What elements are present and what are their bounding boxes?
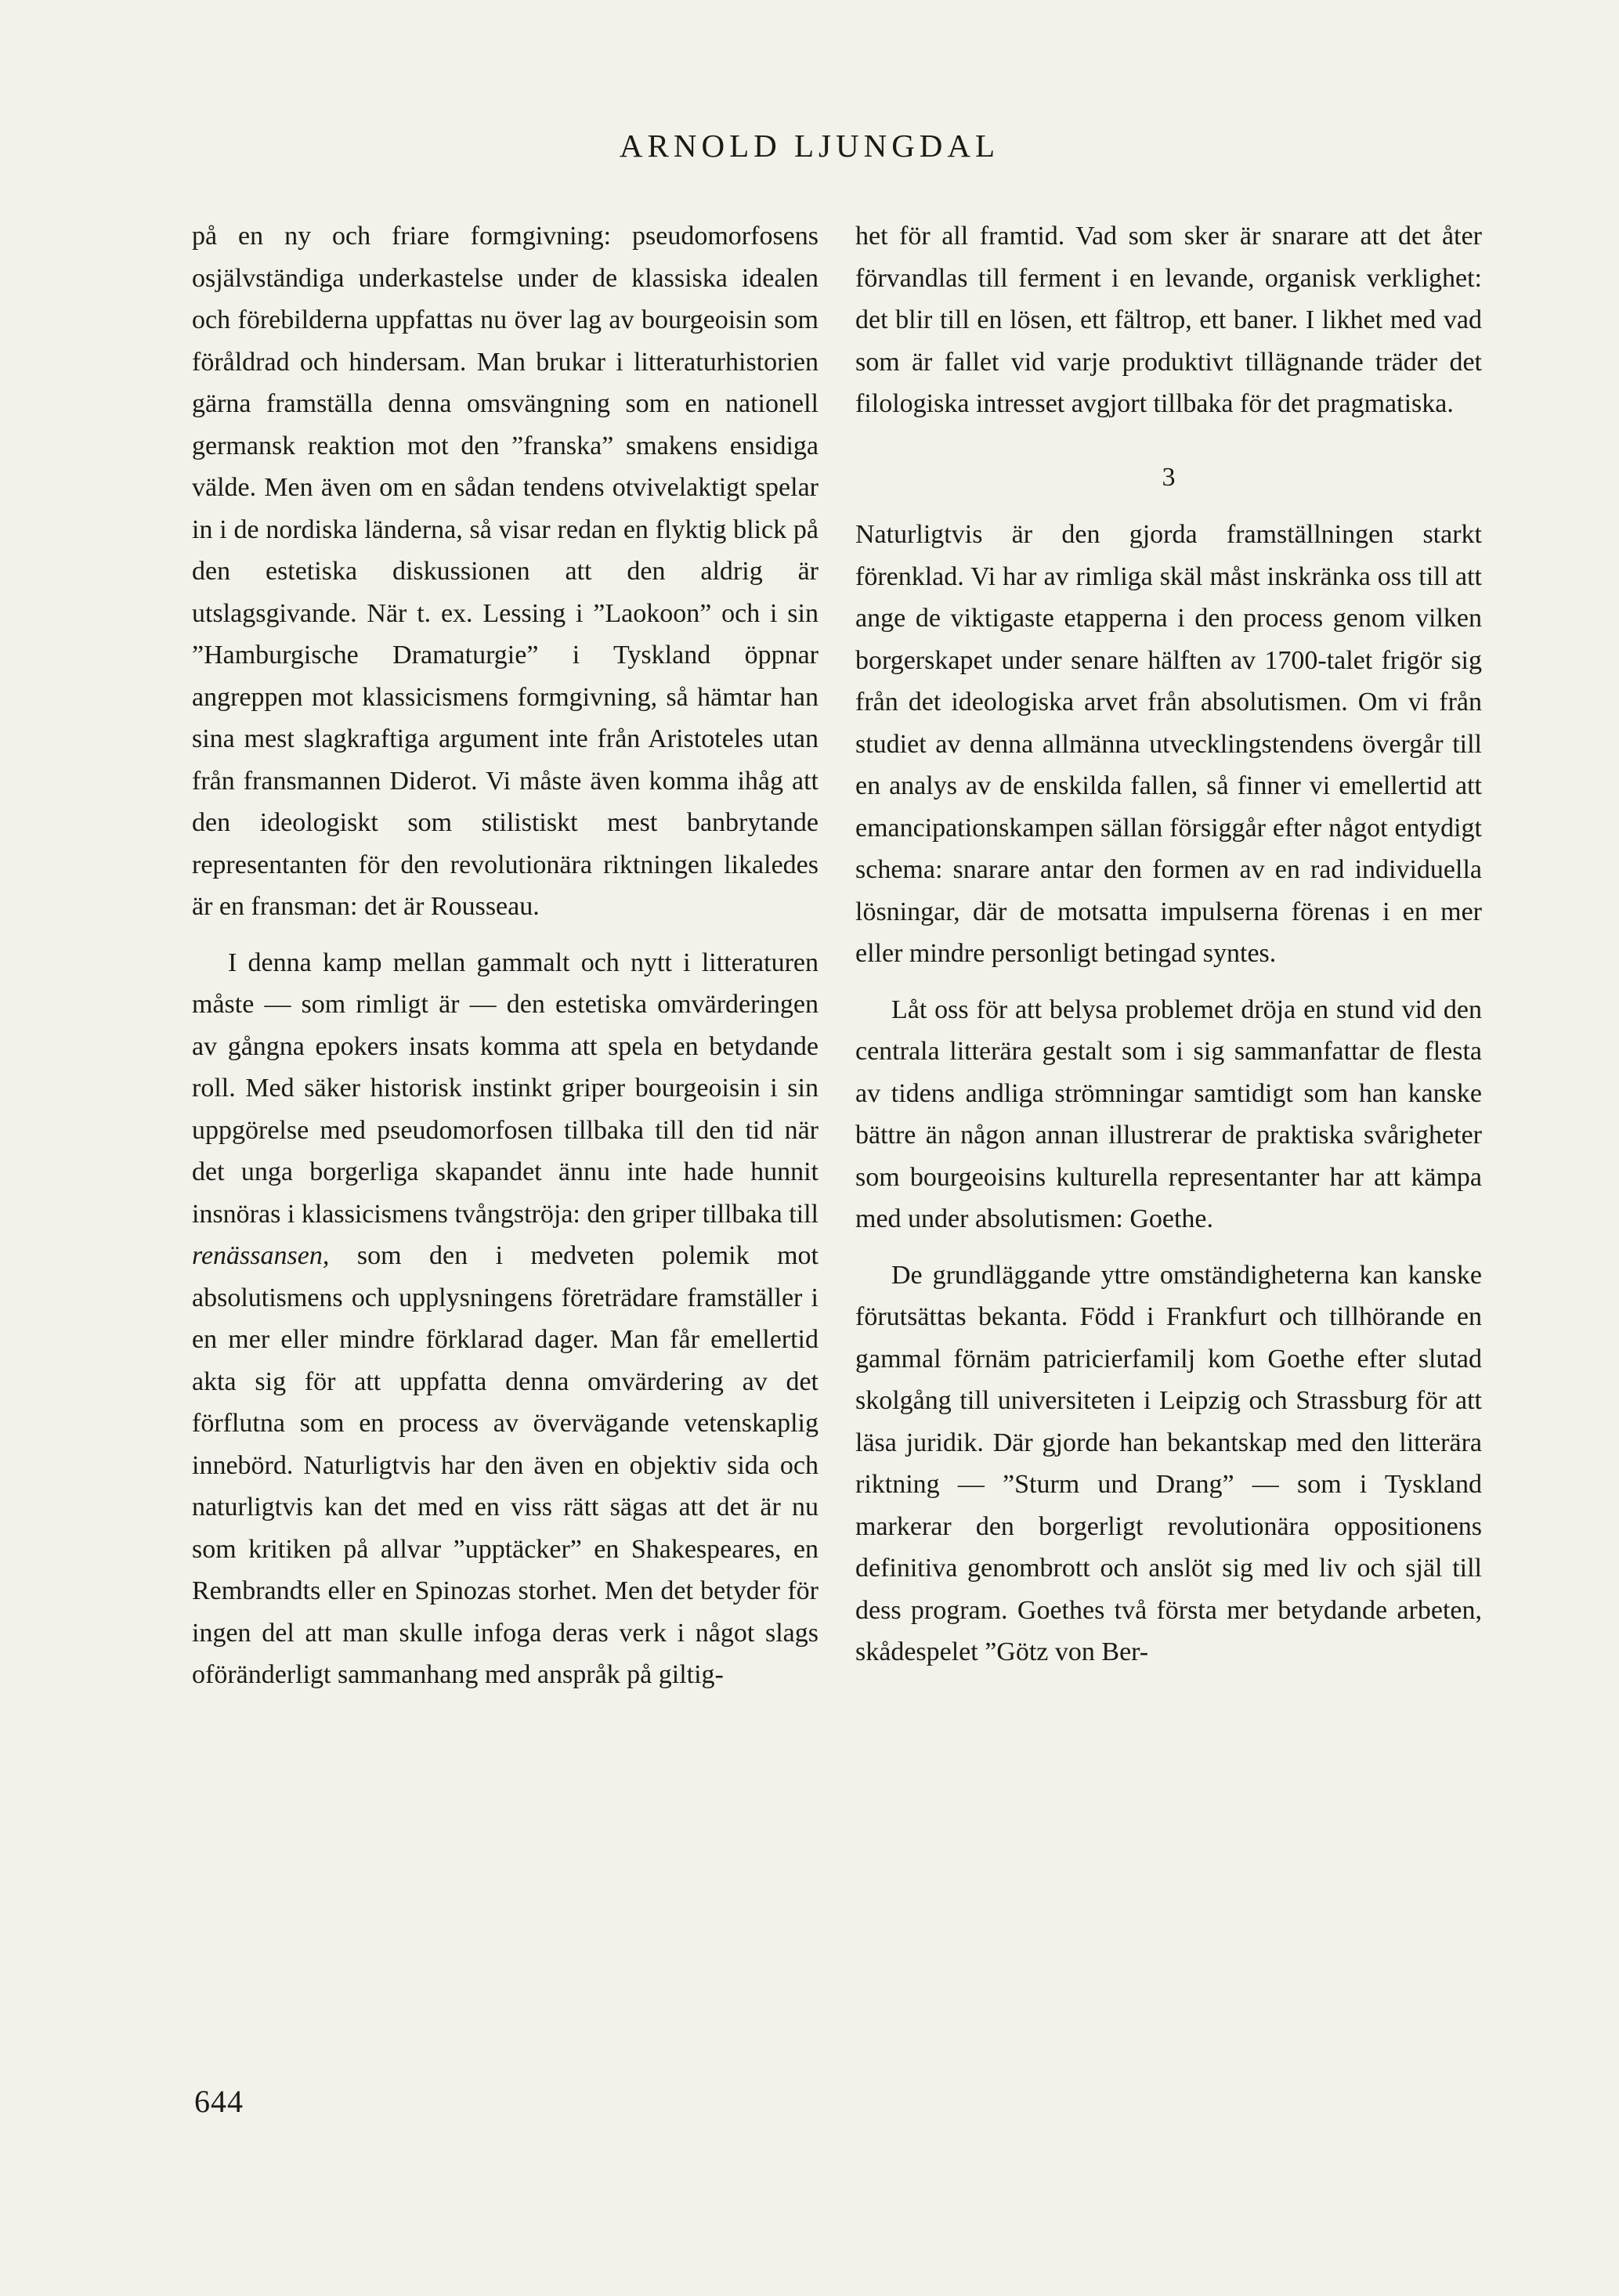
page-number: 644: [194, 2084, 244, 2119]
paragraph: på en ny och friare formgivning: pseudomorfosens osjälvständiga underkastelse under de klassiska idealen och förebilderna uppfattas nu över lag av bourgeoisin som föråldrad och hindersam. Man brukar i litteraturhistorien gärna framställa denna omsvängning som en nationell germansk reaktion mot den ”franska” smakens ensidiga välde. Men även om en sådan tendens otvivelaktigt spelar in i de nordiska länderna, så visar redan en flyktig blick på den estetiska diskussionen att den aldrig är utslagsgivande. När t. ex. Lessing i ”Laokoon” och i sin ”Hamburgische Dramaturgie” i Tyskland öppnar angreppen mot klassicismens formgivning, så hämtar han sina mest slagkraftiga argument inte från Aristoteles utan från fransmannen Diderot. Vi måste även komma ihåg att den ideologiskt som stilistiskt mest banbrytande representanten för den revolutionära riktningen likaledes är en fransman: det är Rousseau.: [192, 222, 819, 921]
paragraph: Naturligtvis är den gjorda framställningen starkt förenklad. Vi har av rimliga skäl måst inskränka oss till att ange de viktigaste etapperna i den process genom vilken borgerskapet under senare hälften av 1700-talet frigör sig från det ideologiska arvet från absolutismen. Om vi från studiet av denna allmänna utvecklingstendens övergår till en analys av de enskilda fallen, så finner vi emellertid att emancipationskampen sällan försiggår efter något entydigt schema: snarare antar den formen av en rad individuella lösningar, där de motsatta impulserna förenas i en mer eller mindre personligt betingad syntes.: [855, 520, 1482, 968]
paragraph-text: som den i medveten polemik mot absolutismens och upplysningens företrädare framställer i en mer eller mindre förklarad dager. Man får emellertid akta sig för att uppfatta denna omvärdering av det förflutna som en process av övervägande vetenskaplig innebörd. Naturligtvis har den även en objektiv sida och naturligtvis kan det med en viss rätt sägas att det är nu som kritiken på allvar ”upptäcker” en Shakespeares, en Rembrandts eller en Spinozas storhet. Men det betyder för ingen del att man skulle infoga deras verk i något slags oföränderligt sammanhang med anspråk på giltig-: [192, 1241, 819, 1689]
right-column: [855, 215, 1482, 1673]
section-number: 3: [1162, 462, 1176, 492]
paragraph: [192, 942, 819, 1696]
paragraph-text: I denna kamp mellan gammalt och nytt i litteraturen måste — som rimligt är — den estetiska omvärderingen av gångna epokers insats komma att spela en betydande roll. Med säker historisk instinkt griper bourgeoisin i sin uppgörelse med pseudomorfosen tillbaka till den tid när det unga borgerliga skapandet ännu inte hade hunnit insnöras i klassicismens tvångströja: den griper tillbaka till: [192, 948, 819, 1229]
paragraph-carryover: het för all framtid. Vad som sker är snarare att det åter förvandlas till ferment i en levande, organisk verklighet: det blir till en lösen, ett fältrop, ett baner. I likhet med vad som är fallet vid varje produktivt tillägnande träder det filologiska intresset avgjort tillbaka för det pragmatiska.: [855, 222, 1482, 418]
running-head: ARNOLD LJUNGDAL: [619, 128, 1000, 164]
italic-term: renässansen,: [192, 1241, 330, 1270]
paragraph: Låt oss för att belysa problemet dröja en stund vid den centrala litterära gestalt som i sig sammanfattar de flesta av tidens andliga strömningar samtidigt som han kanske bättre än någon annan illustrerar de praktiska svårigheter som bourgeoisins kulturella representanter har att kämpa med under absolutismen: Goethe.: [855, 995, 1482, 1233]
paragraph: De grundläggande yttre omständigheterna kan kanske förutsättas bekanta. Född i Frankfurt och tillhörande en gammal förnäm patricierfamilj kom Goethe efter slutad skolgång till universiteten i Leipzig och Strassburg för att läsa juridik. Där gjorde han bekantskap med den litterära riktning — ”Sturm und Drang” — som i Tyskland markerar den borgerligt revolutionära oppositionens definitiva genombrott och anslöt sig med liv och själ till dess program. Goethes två första mer betydande arbeten, skådespelet ”Götz von Ber-: [855, 1260, 1482, 1666]
left-column: [192, 215, 819, 1696]
